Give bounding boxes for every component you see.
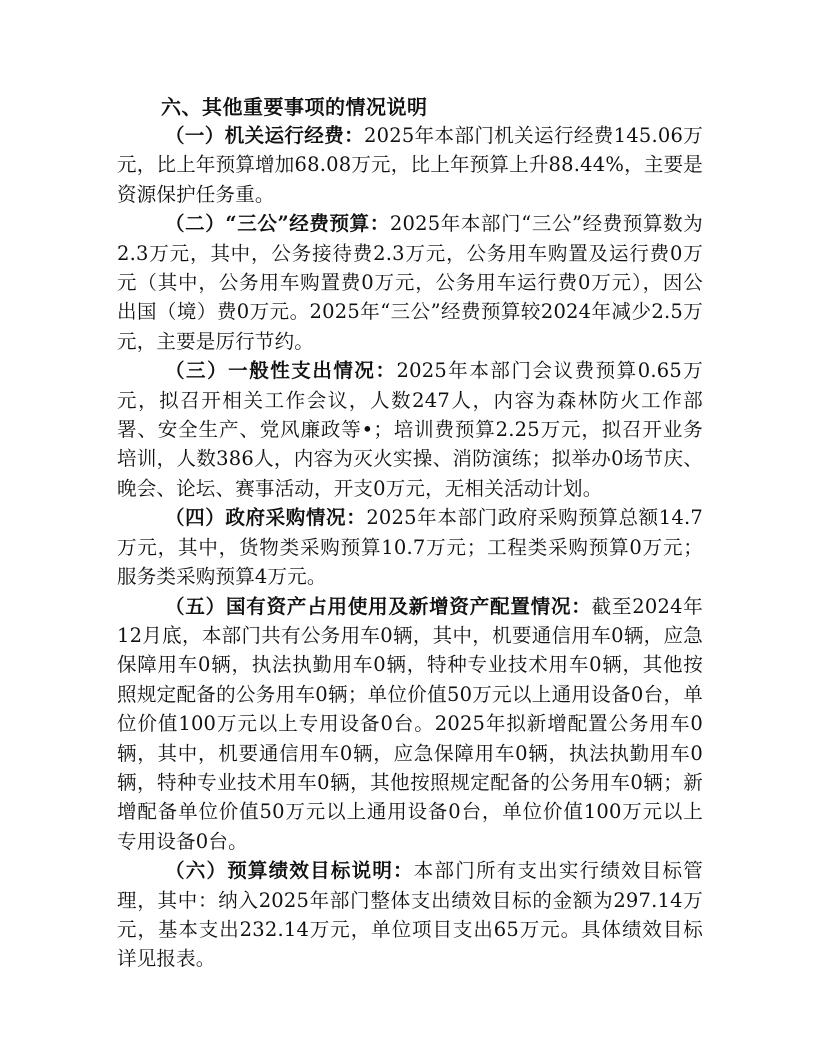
paragraph-performance-targets	[117, 856, 703, 974]
paragraph-body: 截至2024年12月底，本部门共有公务用车0辆，其中，机要通信用车0辆，应急保障用车0辆，执法执勤用车0辆，特种专业技术用车0辆，其他按照规定配备的公务用车0辆；单位价值50万元以上通用设备0台，单位价值100万元以上专用设备0台。2025年拟新增配置公务用车0辆，其中，机要通信用车0辆，应急保障用车0辆，执法执勤用车0辆，特种专业技术用车0辆，其他按照规定配备的公务用车0辆；新增配备单位价值50万元以上通用设备0台，单位价值100万元以上专用设备0台。	[117, 594, 703, 853]
paragraph-three-public-expenses	[117, 209, 703, 356]
paragraph-lead: （二）“三公”经费预算：	[165, 212, 390, 236]
paragraph-lead: （六）预算绩效目标说明：	[165, 859, 414, 883]
paragraph-general-expenditure	[117, 356, 703, 503]
paragraph-body: 2025年本部门会议费预算0.65万元，拟召开相关工作会议，人数247人，内容为森林防火工作部署、安全生产、党风廉政等•；培训费预算2.25万元，拟召开业务培训，人数386人，内容为灭火实操、消防演练；拟举办0场节庆、晚会、论坛、赛事活动，开支0万元，无相关活动计划。	[117, 359, 703, 500]
paragraph-lead: （一）机关运行经费：	[165, 124, 365, 147]
document-page	[117, 94, 703, 974]
paragraph-state-assets	[117, 592, 703, 857]
paragraph-body: 2025年本部门政府采购预算总额14.7万元，其中，货物类采购预算10.7万元；工程类采购预算0万元；服务类采购预算4万元。	[117, 506, 703, 589]
paragraph-lead: （四）政府采购情况：	[165, 506, 367, 530]
paragraph-lead: （三）一般性支出情况：	[165, 359, 397, 383]
paragraph-body: 本部门所有支出实行绩效目标管理，其中：纳入2025年部门整体支出绩效目标的金额为297.14万元，基本支出232.14万元，单位项目支出65万元。具体绩效目标详见报表。	[117, 859, 703, 971]
section-heading: 六、其他重要事项的情况说明	[161, 95, 428, 119]
paragraph-body: 2025年本部门“三公”经费预算数为2.3万元，其中，公务接待费2.3万元，公务用车购置及运行费0万元（其中，公务用车购置费0万元，公务用车运行费0万元），因公出国（境）费0万元。2025年“三公”经费预算较2024年减少2.5万元，主要是厉行节约。	[117, 212, 703, 353]
paragraph-operating-expenses	[117, 121, 703, 209]
paragraph-lead: （五）国有资产占用使用及新增资产配置情况：	[165, 594, 592, 618]
paragraph-body: 2025年本部门机关运行经费145.06万元，比上年预算增加68.08万元，比上年预算上升88.44%，主要是资源保护任务重。	[117, 124, 703, 206]
paragraph-government-procurement	[117, 503, 703, 591]
